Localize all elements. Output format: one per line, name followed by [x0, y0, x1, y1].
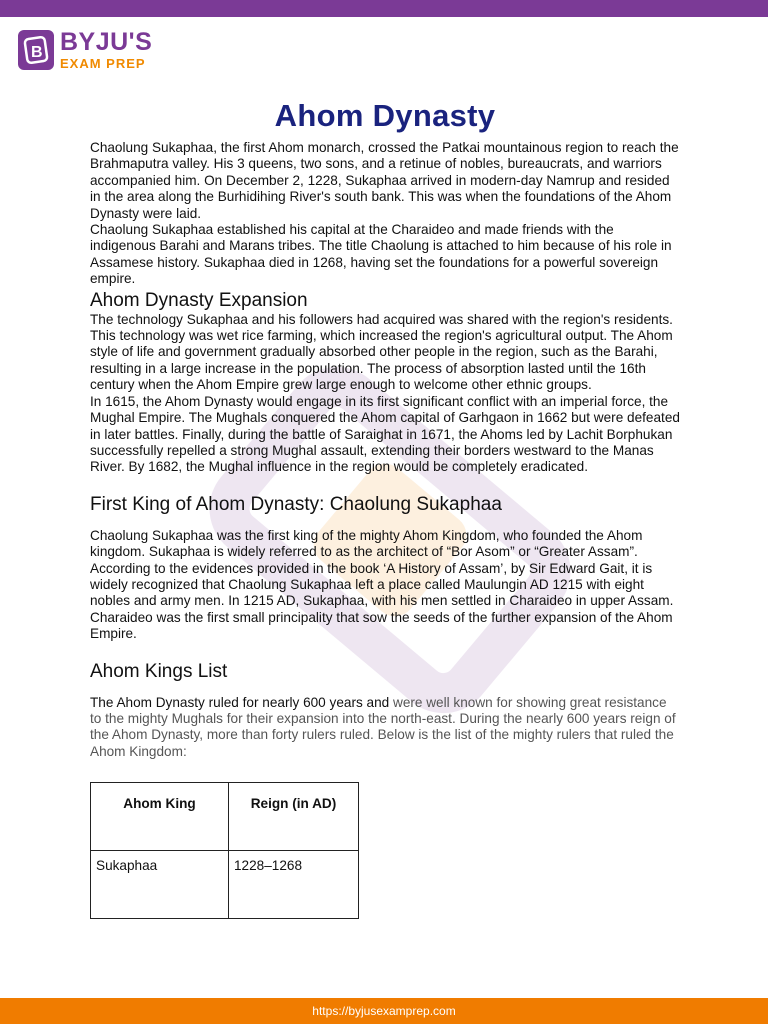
kings-list-paragraph-lead: The Ahom Dynasty ruled for nearly 600 years and — [90, 694, 393, 710]
expansion-paragraph-2: In 1615, the Ahom Dynasty would engage in its first significant conflict with an imperial force, the Mughal Empire. The Mughals conquered the Ahom capital of Garhgaon in 1662 but were defeated in later battles. Finally, during the battle of Saraighat in 1671, the Ahoms led by Lachit Borphukan successfully repelled a strong Mughal assault, extending their borders westward to the Manas River. By 1682, the Mughal influence in the region would be completely eradicated. — [90, 393, 680, 475]
intro-paragraph-2: Chaolung Sukaphaa established his capital at the Charaideo and made friends with the indigenous Barahi and Marans tribes. The title Chaolung is attached to him because of his role in Assamese history. Sukaphaa died in 1268, having set the foundations for a powerful sovereign empire. — [90, 222, 672, 287]
byjus-b-icon — [18, 30, 54, 70]
table-header-reign: Reign (in AD) — [229, 783, 359, 851]
page-title: Ahom Dynasty — [274, 98, 496, 133]
kings-list-paragraph-rest: were well known for showing great resistance to the mighty Mughals for their expansion into the north-east. During the nearly 600 years reign of the Ahom Dynasty, more than forty rulers ruled. Below is the list of the mighty rulers that ruled the Ahom Kingdom: — [90, 694, 676, 759]
byjus-logo[interactable] — [18, 28, 152, 72]
first-king-heading: First King of Ahom Dynasty: Chaolung Sukaphaa — [90, 493, 502, 515]
table-cell-king: Sukaphaa — [91, 851, 229, 919]
table-row — [91, 851, 359, 919]
footer-bar — [0, 998, 768, 1024]
first-king-paragraph: Chaolung Sukaphaa was the first king of the mighty Ahom Kingdom, who founded the Ahom kingdom. Sukaphaa is widely referred to as the architect of “Bor Asom” or “Greater Assam”. According to the evidences provided in the book ‘A History of Assam’, by Sir Edward Gait, it is widely recognized that Chaolung Sukaphaa left a place called Maulungin AD 1215 with eight nobles and army men. In 1215 AD, Sukaphaa, with his men settled in Charaideo in upper Assam. Charaideo was the first small principality that sow the seeds of the further expansion of the Ahom Empire. — [90, 527, 674, 642]
brand-name: BYJU'S — [60, 28, 153, 56]
table-header-row — [91, 783, 359, 851]
table-header-king: Ahom King — [91, 783, 229, 851]
kings-list-paragraph — [90, 695, 680, 761]
footer-url-link[interactable]: https://byjusexamprep.com — [312, 1004, 456, 1018]
ahom-kings-table — [90, 782, 359, 919]
expansion-paragraph-1: The technology Sukaphaa and his followers had acquired was shared with the region's residents. This technology was wet rice farming, which increased the region's agricultural output. The Ahom style of life and government gradually absorbed other people in the region, such as the Barahi, resulting in a large increase in the population. The process of absorption lasted until the 16th century when the Ahom Empire grew large enough to welcome other ethnic groups. — [90, 311, 673, 393]
intro-paragraph-1: Chaolung Sukaphaa, the first Ahom monarch, crossed the Patkai mountainous region to reach the Brahmaputra valley. His 3 queens, two sons, and a retinue of nobles, bureaucrats, and warriors accompanied him. On December 2, 1228, Sukaphaa arrived in modern-day Namrup and resided in the area along the Burhidihing River's south bank. This was when the foundations of the Ahom Dynasty were laid. — [90, 140, 679, 221]
table-cell-reign: 1228–1268 — [229, 851, 359, 919]
kings-list-heading: Ahom Kings List — [90, 660, 228, 682]
top-color-bar — [0, 0, 768, 17]
expansion-heading: Ahom Dynasty Expansion — [90, 289, 308, 311]
svg-text:B: B — [31, 44, 43, 61]
document-body — [90, 98, 680, 919]
brand-subtitle: EXAM PREP — [60, 56, 146, 71]
